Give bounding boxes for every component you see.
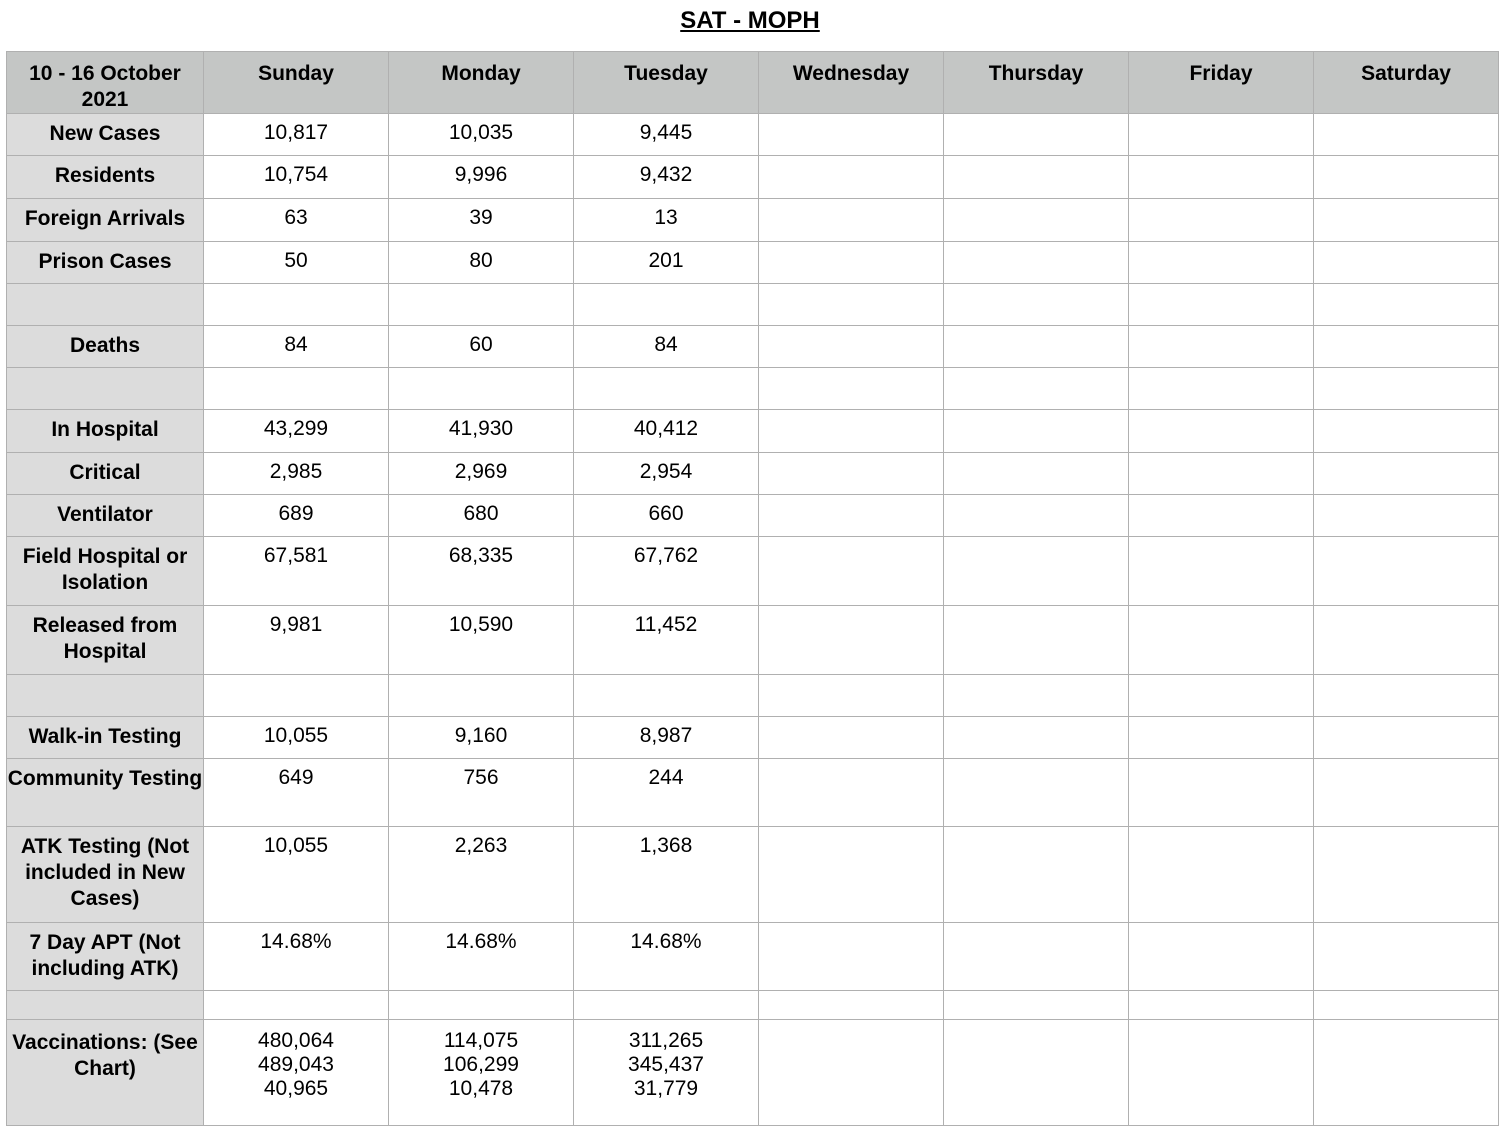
table-row <box>7 453 1499 495</box>
table-cell <box>944 114 1129 156</box>
table-cell <box>574 1020 759 1126</box>
row-label: New Cases <box>7 114 204 156</box>
table-cell: 84 <box>574 326 759 368</box>
table-cell <box>944 991 1129 1020</box>
row-label: Prison Cases <box>7 242 204 284</box>
row-label: In Hospital <box>7 410 204 453</box>
table-cell <box>574 675 759 717</box>
table-cell <box>1314 284 1499 326</box>
table-cell: 84 <box>204 326 389 368</box>
row-label: Ventilator <box>7 495 204 537</box>
table-cell <box>1129 537 1314 606</box>
row-label: Field Hospital or Isolation <box>7 537 204 606</box>
table-cell: 10,590 <box>389 606 574 675</box>
table-cell: 1,368 <box>574 827 759 923</box>
table-cell <box>944 495 1129 537</box>
table-cell <box>389 991 574 1020</box>
table-cell: 14.68% <box>389 923 574 991</box>
table-cell: 39 <box>389 199 574 242</box>
header-row <box>7 52 1499 114</box>
table-row <box>7 606 1499 675</box>
day-header: Saturday <box>1314 52 1499 114</box>
row-label: Walk-in Testing <box>7 717 204 759</box>
table-cell: 2,263 <box>389 827 574 923</box>
period-header: 10 - 16 October 2021 <box>7 52 204 114</box>
table-cell <box>759 284 944 326</box>
table-cell <box>1129 326 1314 368</box>
table-cell: 14.68% <box>204 923 389 991</box>
table-cell <box>1314 114 1499 156</box>
table-cell: 10,035 <box>389 114 574 156</box>
table-cell <box>1314 156 1499 199</box>
row-label <box>7 991 204 1020</box>
table-cell <box>759 368 944 410</box>
table-cell <box>944 453 1129 495</box>
table-cell <box>759 675 944 717</box>
table-cell <box>1129 156 1314 199</box>
table-cell: 8,987 <box>574 717 759 759</box>
table-row <box>7 410 1499 453</box>
table-cell <box>944 717 1129 759</box>
table-cell: 201 <box>574 242 759 284</box>
table-cell <box>1129 1020 1314 1126</box>
table-cell <box>944 759 1129 827</box>
table-cell <box>1129 453 1314 495</box>
table-cell <box>1129 495 1314 537</box>
vaccination-value: 489,043 <box>258 1053 334 1076</box>
table-cell: 9,996 <box>389 156 574 199</box>
table-cell <box>1129 923 1314 991</box>
table-cell <box>204 675 389 717</box>
table-cell <box>759 242 944 284</box>
table-cell <box>944 827 1129 923</box>
day-header: Friday <box>1129 52 1314 114</box>
table-row <box>7 537 1499 606</box>
table-row <box>7 114 1499 156</box>
table-cell <box>944 606 1129 675</box>
day-header: Wednesday <box>759 52 944 114</box>
row-label: Foreign Arrivals <box>7 199 204 242</box>
table-cell <box>1314 991 1499 1020</box>
table-cell <box>1314 827 1499 923</box>
table-row <box>7 242 1499 284</box>
table-cell <box>1129 606 1314 675</box>
table-cell <box>574 284 759 326</box>
table-cell <box>759 453 944 495</box>
table-cell <box>759 827 944 923</box>
table-cell: 660 <box>574 495 759 537</box>
table-cell: 9,445 <box>574 114 759 156</box>
table-cell <box>759 114 944 156</box>
table-cell <box>1314 495 1499 537</box>
table-cell: 67,762 <box>574 537 759 606</box>
table-cell: 10,055 <box>204 827 389 923</box>
table-cell <box>1314 410 1499 453</box>
table-cell <box>944 1020 1129 1126</box>
page-title: SAT - MOPH <box>680 7 820 34</box>
table-cell <box>759 759 944 827</box>
row-label <box>7 675 204 717</box>
table-cell: 10,754 <box>204 156 389 199</box>
table-cell <box>944 242 1129 284</box>
table-cell <box>1314 326 1499 368</box>
table-cell <box>1129 114 1314 156</box>
table-cell <box>1129 199 1314 242</box>
table-cell <box>1129 717 1314 759</box>
table-cell <box>574 368 759 410</box>
table-cell <box>759 410 944 453</box>
table-cell <box>944 537 1129 606</box>
vaccination-value: 10,478 <box>448 1077 514 1100</box>
table-cell <box>389 1020 574 1126</box>
table-cell <box>1314 675 1499 717</box>
table-cell <box>1314 242 1499 284</box>
table-cell <box>204 368 389 410</box>
row-label: ATK Testing (Not included in New Cases) <box>7 827 204 923</box>
table-cell <box>1129 410 1314 453</box>
table-cell <box>1129 759 1314 827</box>
table-row <box>7 156 1499 199</box>
table-cell <box>1129 284 1314 326</box>
table-cell: 244 <box>574 759 759 827</box>
table-cell: 67,581 <box>204 537 389 606</box>
table-cell: 43,299 <box>204 410 389 453</box>
row-label: Deaths <box>7 326 204 368</box>
row-label <box>7 284 204 326</box>
table-cell: 40,412 <box>574 410 759 453</box>
table-cell <box>574 991 759 1020</box>
table-cell <box>944 675 1129 717</box>
row-label: Released from Hospital <box>7 606 204 675</box>
vaccination-value: 31,779 <box>633 1077 699 1100</box>
row-label: Critical <box>7 453 204 495</box>
vaccination-value: 40,965 <box>263 1077 329 1100</box>
table-cell <box>1314 717 1499 759</box>
table-row <box>7 368 1499 410</box>
day-header: Sunday <box>204 52 389 114</box>
table-row <box>7 923 1499 991</box>
table-cell <box>1129 827 1314 923</box>
table-cell: 9,432 <box>574 156 759 199</box>
table-cell <box>944 156 1129 199</box>
table-cell: 63 <box>204 199 389 242</box>
weekly-stats-table <box>6 51 1499 1126</box>
table-cell: 80 <box>389 242 574 284</box>
table-cell <box>1314 368 1499 410</box>
table-cell <box>389 675 574 717</box>
table-cell <box>759 199 944 242</box>
table-cell <box>1314 537 1499 606</box>
table-cell <box>944 410 1129 453</box>
table-row <box>7 759 1499 827</box>
table-cell <box>1129 991 1314 1020</box>
table-cell <box>1314 606 1499 675</box>
table-row <box>7 326 1499 368</box>
table-cell <box>944 368 1129 410</box>
table-cell <box>389 284 574 326</box>
table-cell <box>389 368 574 410</box>
table-cell: 10,817 <box>204 114 389 156</box>
table-cell: 10,055 <box>204 717 389 759</box>
day-header: Monday <box>389 52 574 114</box>
table-cell <box>944 199 1129 242</box>
table-cell <box>1129 242 1314 284</box>
table-cell <box>759 1020 944 1126</box>
vaccination-value: 114,075 <box>443 1029 519 1052</box>
table-cell <box>204 991 389 1020</box>
table-cell: 50 <box>204 242 389 284</box>
table-cell: 14.68% <box>574 923 759 991</box>
row-label: Residents <box>7 156 204 199</box>
table-cell <box>759 537 944 606</box>
table-cell: 2,954 <box>574 453 759 495</box>
table-cell <box>1314 1020 1499 1126</box>
table-cell <box>759 923 944 991</box>
vaccinations-row <box>7 1020 1499 1126</box>
table-cell <box>944 326 1129 368</box>
vaccination-value: 345,437 <box>628 1053 704 1076</box>
table-cell <box>1314 453 1499 495</box>
row-label: 7 Day APT (Not including ATK) <box>7 923 204 991</box>
table-row <box>7 495 1499 537</box>
table-row <box>7 991 1499 1020</box>
table-row <box>7 675 1499 717</box>
table-cell <box>759 717 944 759</box>
vaccination-value: 106,299 <box>443 1053 519 1076</box>
table-cell: 2,985 <box>204 453 389 495</box>
day-header: Thursday <box>944 52 1129 114</box>
table-cell: 680 <box>389 495 574 537</box>
table-cell <box>944 923 1129 991</box>
table-cell <box>1314 759 1499 827</box>
table-cell <box>759 326 944 368</box>
table-cell: 756 <box>389 759 574 827</box>
table-cell <box>944 284 1129 326</box>
table-cell: 11,452 <box>574 606 759 675</box>
table-cell <box>1129 368 1314 410</box>
vaccination-value: 480,064 <box>258 1029 334 1052</box>
table-cell: 60 <box>389 326 574 368</box>
row-label <box>7 368 204 410</box>
table-cell: 41,930 <box>389 410 574 453</box>
table-cell <box>1129 675 1314 717</box>
table-cell: 13 <box>574 199 759 242</box>
table-cell: 9,160 <box>389 717 574 759</box>
table-row <box>7 827 1499 923</box>
table-cell <box>204 1020 389 1126</box>
table-row <box>7 717 1499 759</box>
table-cell <box>204 284 389 326</box>
table-cell: 68,335 <box>389 537 574 606</box>
table-cell <box>759 495 944 537</box>
table-cell <box>1314 199 1499 242</box>
table-cell <box>759 606 944 675</box>
table-cell: 689 <box>204 495 389 537</box>
table-row <box>7 199 1499 242</box>
table-cell <box>759 991 944 1020</box>
table-cell: 649 <box>204 759 389 827</box>
table-cell: 2,969 <box>389 453 574 495</box>
vaccination-value: 311,265 <box>628 1029 704 1052</box>
table-cell <box>1314 923 1499 991</box>
table-cell <box>759 156 944 199</box>
table-row <box>7 284 1499 326</box>
row-label: Vaccinations: (See Chart) <box>7 1020 204 1126</box>
day-header: Tuesday <box>574 52 759 114</box>
table-cell: 9,981 <box>204 606 389 675</box>
row-label: Community Testing <box>7 759 204 827</box>
